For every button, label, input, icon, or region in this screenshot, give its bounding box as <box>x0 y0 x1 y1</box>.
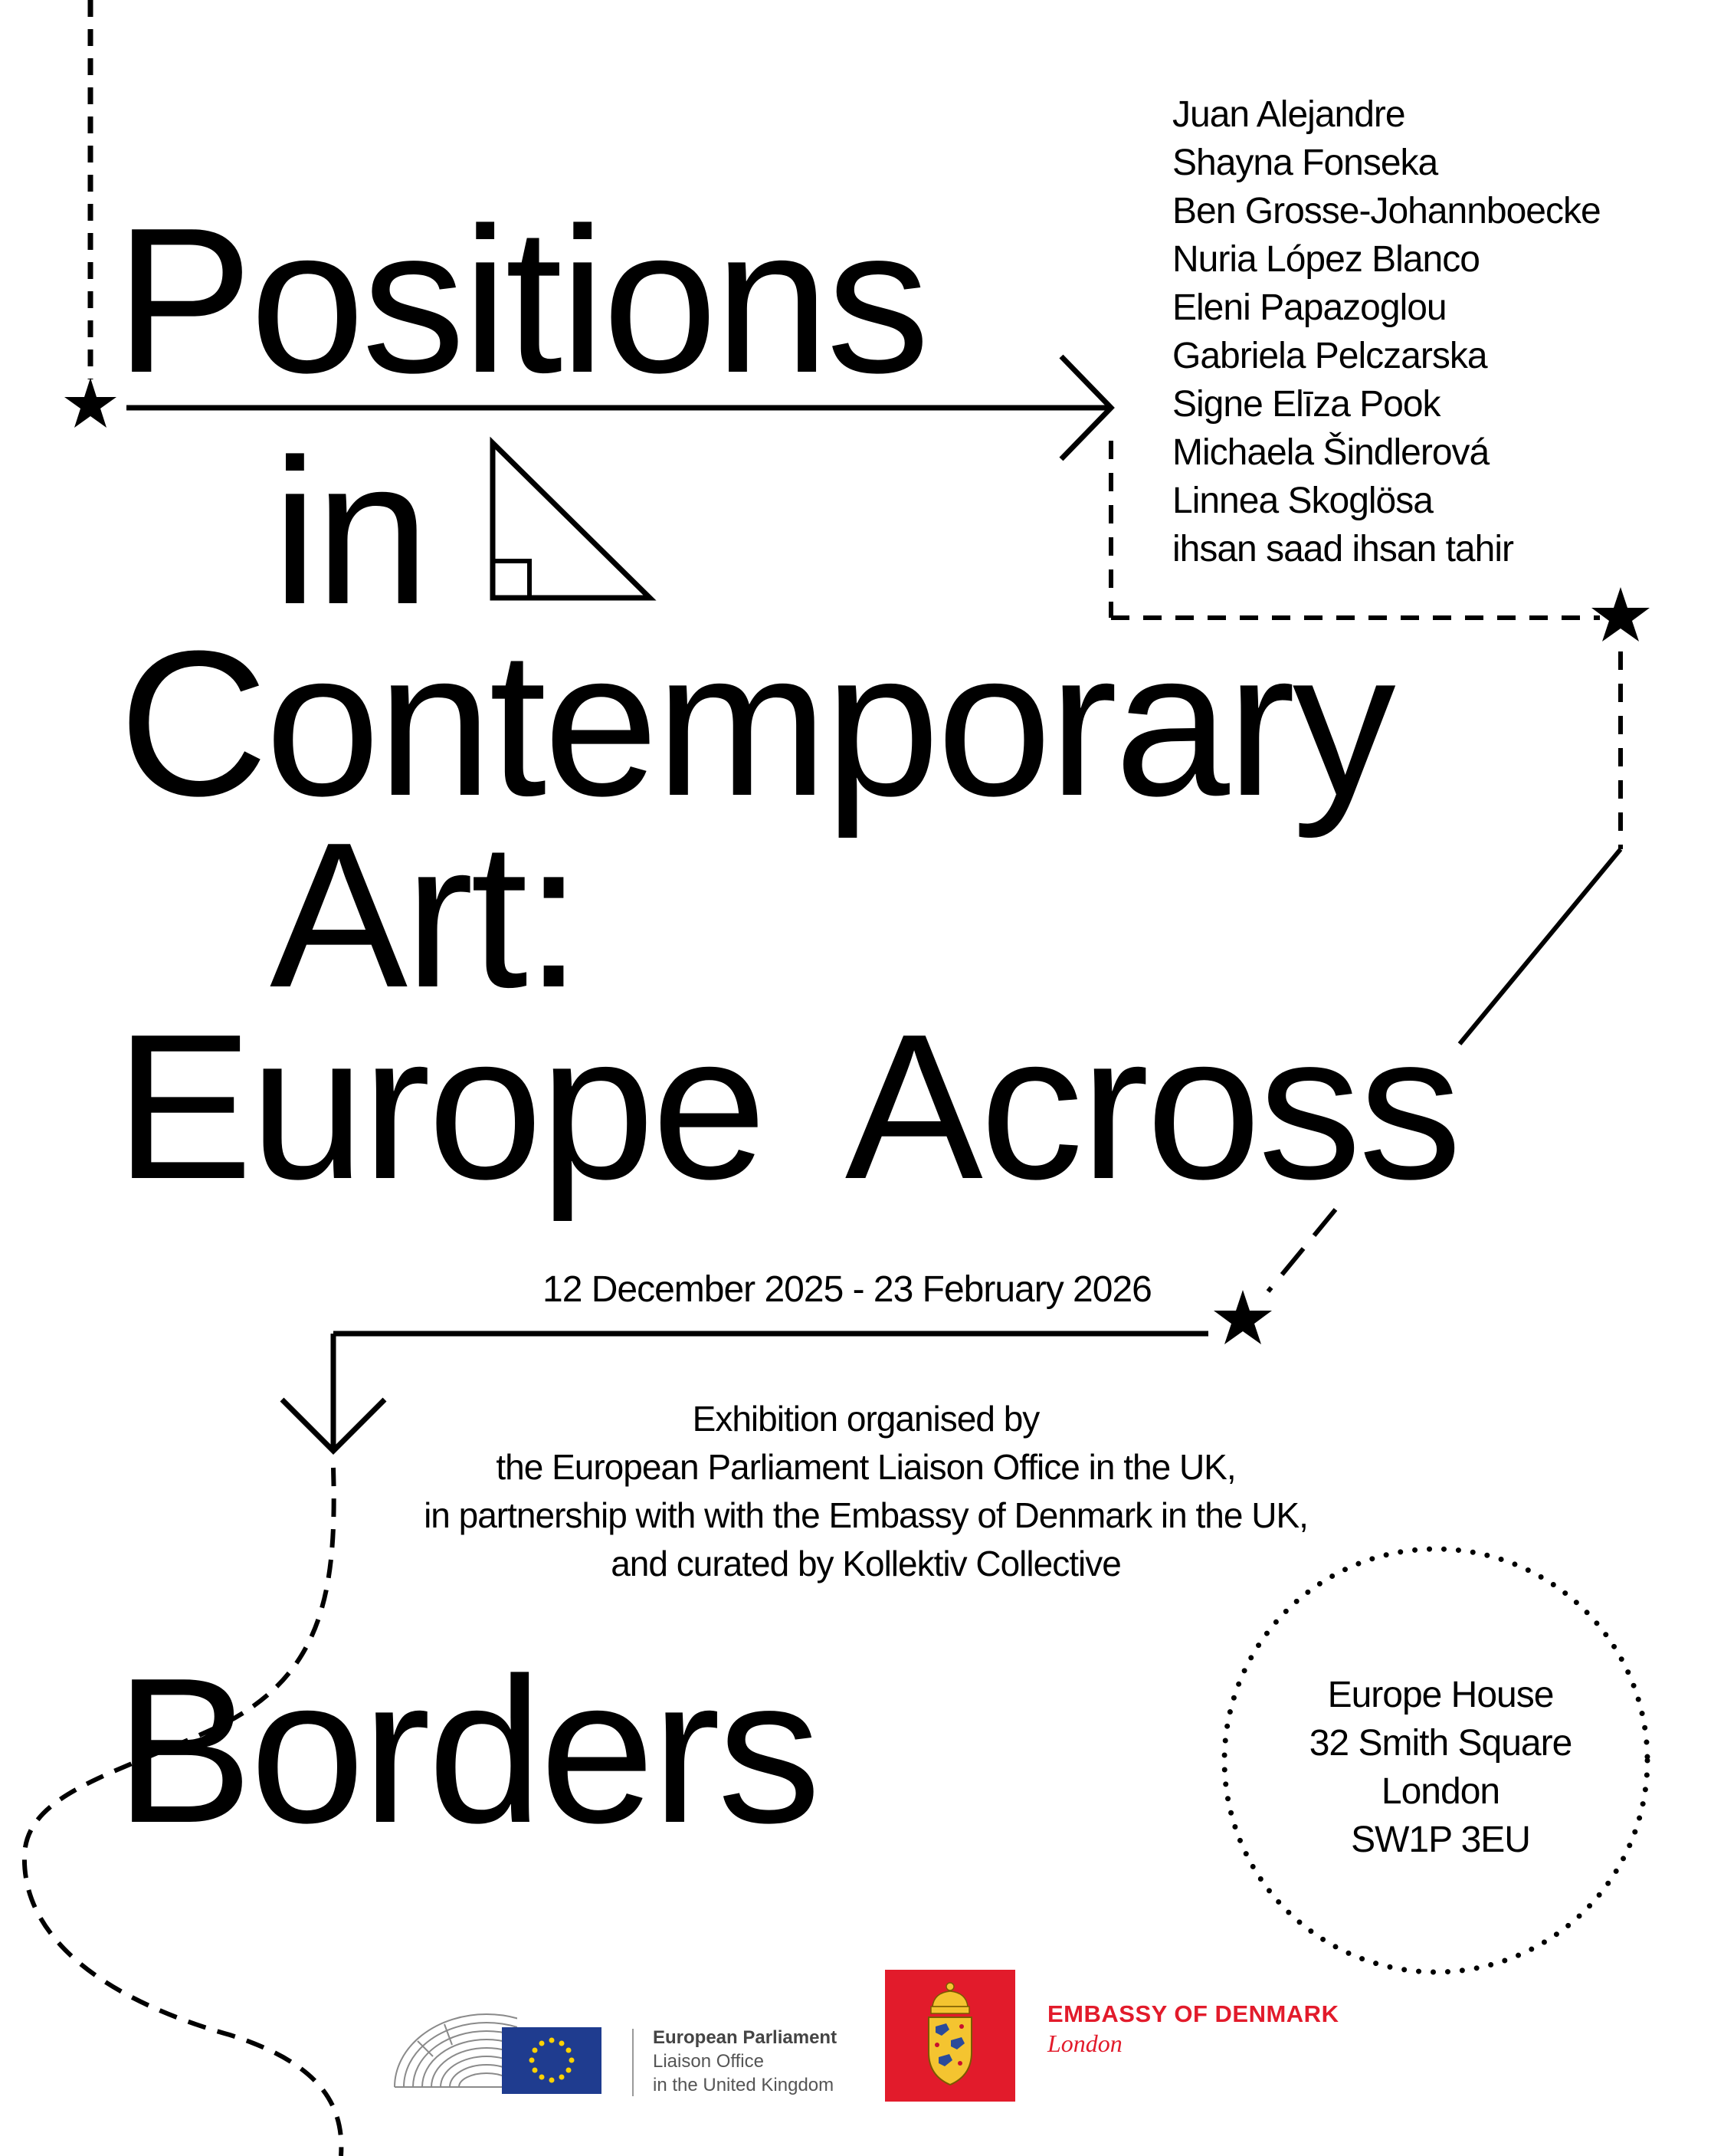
title-borders: Borders <box>115 1636 818 1866</box>
organiser-line: in partnership with with the Embassy of Denmark in the UK, <box>424 1495 1308 1535</box>
artist-list <box>1172 90 1601 573</box>
embassy-name: EMBASSY OF DENMARK <box>1047 2000 1339 2027</box>
star-icon <box>64 378 116 428</box>
title-positions: Positions <box>115 185 927 416</box>
eu-flag-icon <box>502 2027 601 2094</box>
artist-name: Ben Grosse-Johannboecke <box>1172 191 1601 231</box>
ep-logo-line: Liaison Office <box>653 2051 764 2072</box>
ep-logo-text <box>653 2026 837 2097</box>
star-icon <box>1214 1290 1272 1344</box>
hemicycle-icon <box>387 1980 517 2102</box>
artist-name: Eleni Papazoglou <box>1172 287 1447 328</box>
venue-line: SW1P 3EU <box>1351 1820 1530 1860</box>
artist-name: Juan Alejandre <box>1172 94 1405 135</box>
title-contemporary: Contemporary <box>119 609 1393 839</box>
ep-logo-line: in the United Kingdom <box>653 2075 834 2095</box>
artist-name: ihsan saad ihsan tahir <box>1172 529 1513 569</box>
right-triangle-icon <box>493 443 650 598</box>
diagonal-line-right <box>1460 849 1621 1044</box>
venue-line: London <box>1381 1771 1500 1812</box>
artist-name: Linnea Skoglösa <box>1172 481 1433 521</box>
title-art: Art: <box>270 800 580 1031</box>
embassy-city: London <box>1047 2030 1123 2057</box>
ep-logo-line: European Parliament <box>653 2027 837 2048</box>
artist-name: Nuria López Blanco <box>1172 239 1480 280</box>
artist-name: Shayna Fonseka <box>1172 143 1438 183</box>
organiser-line: the European Parliament Liaison Office in the UK, <box>496 1447 1236 1487</box>
european-parliament-logo <box>387 1980 837 2102</box>
artist-name: Michaela Šindlerová <box>1172 432 1490 473</box>
organiser-line: Exhibition organised by <box>692 1399 1040 1439</box>
venue-address <box>1257 1671 1624 1864</box>
artist-name: Signe Elīza Pook <box>1172 384 1440 425</box>
organiser-line: and curated by Kollektiv Collective <box>611 1544 1121 1583</box>
venue-line: 32 Smith Square <box>1309 1723 1572 1764</box>
title-in: in <box>272 417 428 648</box>
coat-of-arms-icon <box>885 1970 1015 2102</box>
artist-name: Gabriela Pelczarska <box>1172 336 1487 376</box>
title-europe-across: Europe Across <box>115 992 1459 1222</box>
embassy-of-denmark-logo <box>885 1970 1345 2104</box>
logo-divider <box>632 2029 634 2096</box>
venue-line: Europe House <box>1327 1675 1554 1715</box>
exhibition-dates: 12 December 2025 - 23 February 2026 <box>542 1269 1152 1310</box>
star-icon <box>1591 587 1650 642</box>
organiser-text <box>329 1395 1402 1588</box>
